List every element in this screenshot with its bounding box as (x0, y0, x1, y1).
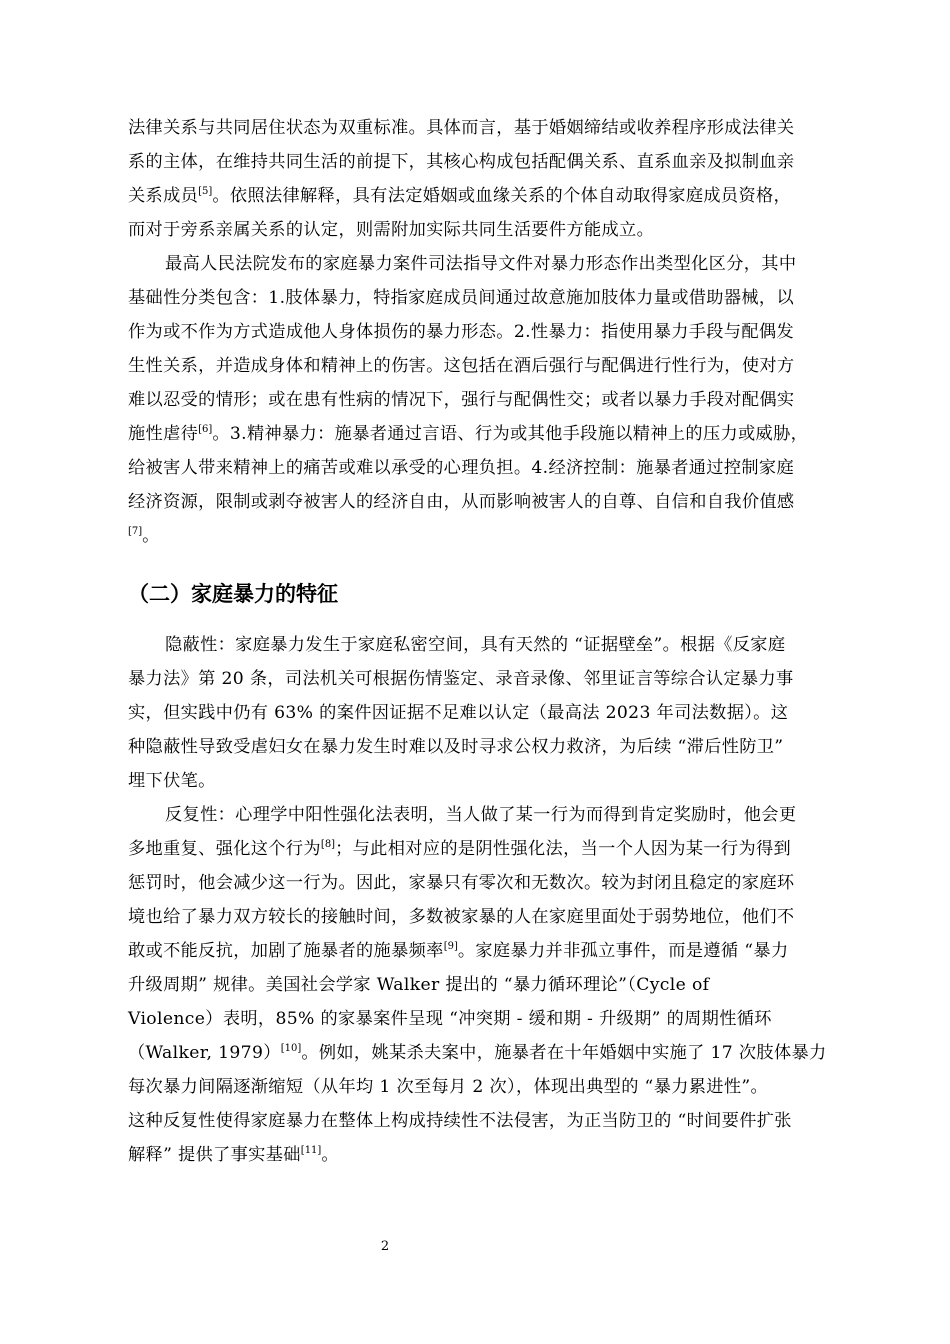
citation-reference: [9] (443, 941, 458, 952)
text-line: 生性关系，并造成身体和精神上的伤害。这包括在酒后强行与配偶进行性行为，使对方 (128, 356, 795, 376)
text-line: 法律关系与共同居住状态为双重标准。具体而言，基于婚姻缔结或收养程序形成法律关 (128, 118, 795, 138)
text-line: 反复性：心理学中阳性强化法表明，当人做了某一行为而得到肯定奖励时，他会更 (165, 805, 797, 825)
citation-reference: [8] (320, 839, 336, 850)
text-line (128, 1143, 339, 1167)
text-span: 。3.精神暴力：施暴者通过言语、行为或其他手段施以精神上的压力或威胁， (212, 424, 809, 444)
text-line (128, 184, 791, 208)
text-line: 升级周期” 规律。美国社会学家 Walker 提出的 “暴力循环理论”（Cycle of (128, 975, 710, 995)
text-span: 。 (142, 526, 160, 546)
text-line: 难以忍受的情形；或在患有性病的情况下，强行与配偶性交；或者以暴力手段对配偶实 (128, 390, 795, 410)
text-span: 施性虐待 (128, 424, 199, 444)
text-span: （Walker, 1979） (128, 1043, 281, 1063)
text-line: 而对于旁系亲属关系的认定，则需附加实际共同生活要件方能成立。 (128, 220, 655, 240)
text-line: 给被害人带来精神上的痛苦或难以承受的心理负担。4.经济控制：施暴者通过控制家庭 (128, 458, 794, 478)
text-line: 境也给了暴力双方较长的接触时间，多数被家暴的人在家庭里面处于弱势地位，他们不 (128, 907, 795, 927)
text-line: 实，但实践中仍有 63% 的案件因证据不足难以认定（最高法 2023 年司法数据）。这 (128, 703, 789, 723)
text-span: 。例如，姚某杀夫案中，施暴者在十年婚姻中实施了 17 次肢体暴力 (301, 1043, 827, 1063)
text-span: 。 (321, 1145, 339, 1165)
citation-reference: [5] (198, 186, 213, 197)
text-line (128, 524, 160, 548)
text-line: 种隐蔽性导致受虐妇女在暴力发生时难以及时寻求公权力救济，为后续 “滞后性防卫” (128, 737, 784, 757)
text-span: 关系成员 (128, 186, 199, 206)
text-line: 经济资源，限制或剥夺被害人的经济自由，从而影响被害人的自尊、自信和自我价值感 (128, 492, 795, 512)
text-line: 作为或不作为方式造成他人身体损伤的暴力形态。2.性暴力：指使用暴力手段与配偶发 (128, 322, 794, 342)
citation-reference: [10] (280, 1043, 302, 1054)
text-line: Violence）表明，85% 的家暴案件呈现 “冲突期 - 缓和期 - 升级期” 的周期性循环 (128, 1009, 772, 1029)
text-line: 基础性分类包含：1.肢体暴力，特指家庭成员间通过故意施加肢体力量或借助器械，以 (128, 288, 794, 308)
section-heading: （二）家庭暴力的特征 (128, 582, 338, 606)
text-span: 多地重复、强化这个行为 (128, 839, 321, 859)
text-line (128, 422, 808, 446)
citation-reference: [6] (198, 424, 213, 435)
citation-reference: [11] (300, 1145, 322, 1156)
text-line: 埋下伏笔。 (128, 771, 216, 791)
text-line (128, 837, 791, 861)
citation-reference: [7] (128, 526, 143, 537)
text-line (128, 1041, 827, 1065)
text-line (128, 939, 789, 963)
text-line: 暴力法》第 20 条，司法机关可根据伤情鉴定、录音录像、邻里证言等综合认定暴力事 (128, 669, 794, 689)
text-line: 系的主体，在维持共同生活的前提下，其核心构成包括配偶关系、直系血亲及拟制血亲 (128, 152, 795, 172)
text-span: 。家庭暴力并非孤立事件，而是遵循 “暴力 (457, 941, 789, 961)
text-line: 每次暴力间隔逐渐缩短（从年均 1 次至每月 2 次），体现出典型的 “暴力累进性”。 (128, 1077, 769, 1097)
text-line: 惩罚时，他会减少这一行为。因此，家暴只有零次和无数次。较为封闭且稳定的家庭环 (128, 873, 795, 893)
text-span: 敢或不能反抗，加剧了施暴者的施暴频率 (128, 941, 444, 961)
text-line: 这种反复性使得家庭暴力在整体上构成持续性不法侵害，为正当防卫的 “时间要件扩张 (128, 1111, 792, 1131)
text-span: ；与此相对应的是阴性强化法，当一个人因为某一行为得到 (335, 839, 792, 859)
page-number: 2 (380, 1239, 390, 1254)
text-line: 隐蔽性：家庭暴力发生于家庭私密空间，具有天然的 “证据壁垒”。根据《反家庭 (165, 635, 786, 655)
text-span: 。依照法律解释，具有法定婚姻或血缘关系的个体自动取得家庭成员资格， (212, 186, 792, 206)
text-line: 最高人民法院发布的家庭暴力案件司法指导文件对暴力形态作出类型化区分，其中 (165, 254, 797, 274)
text-span: 解释” 提供了事实基础 (128, 1145, 301, 1165)
